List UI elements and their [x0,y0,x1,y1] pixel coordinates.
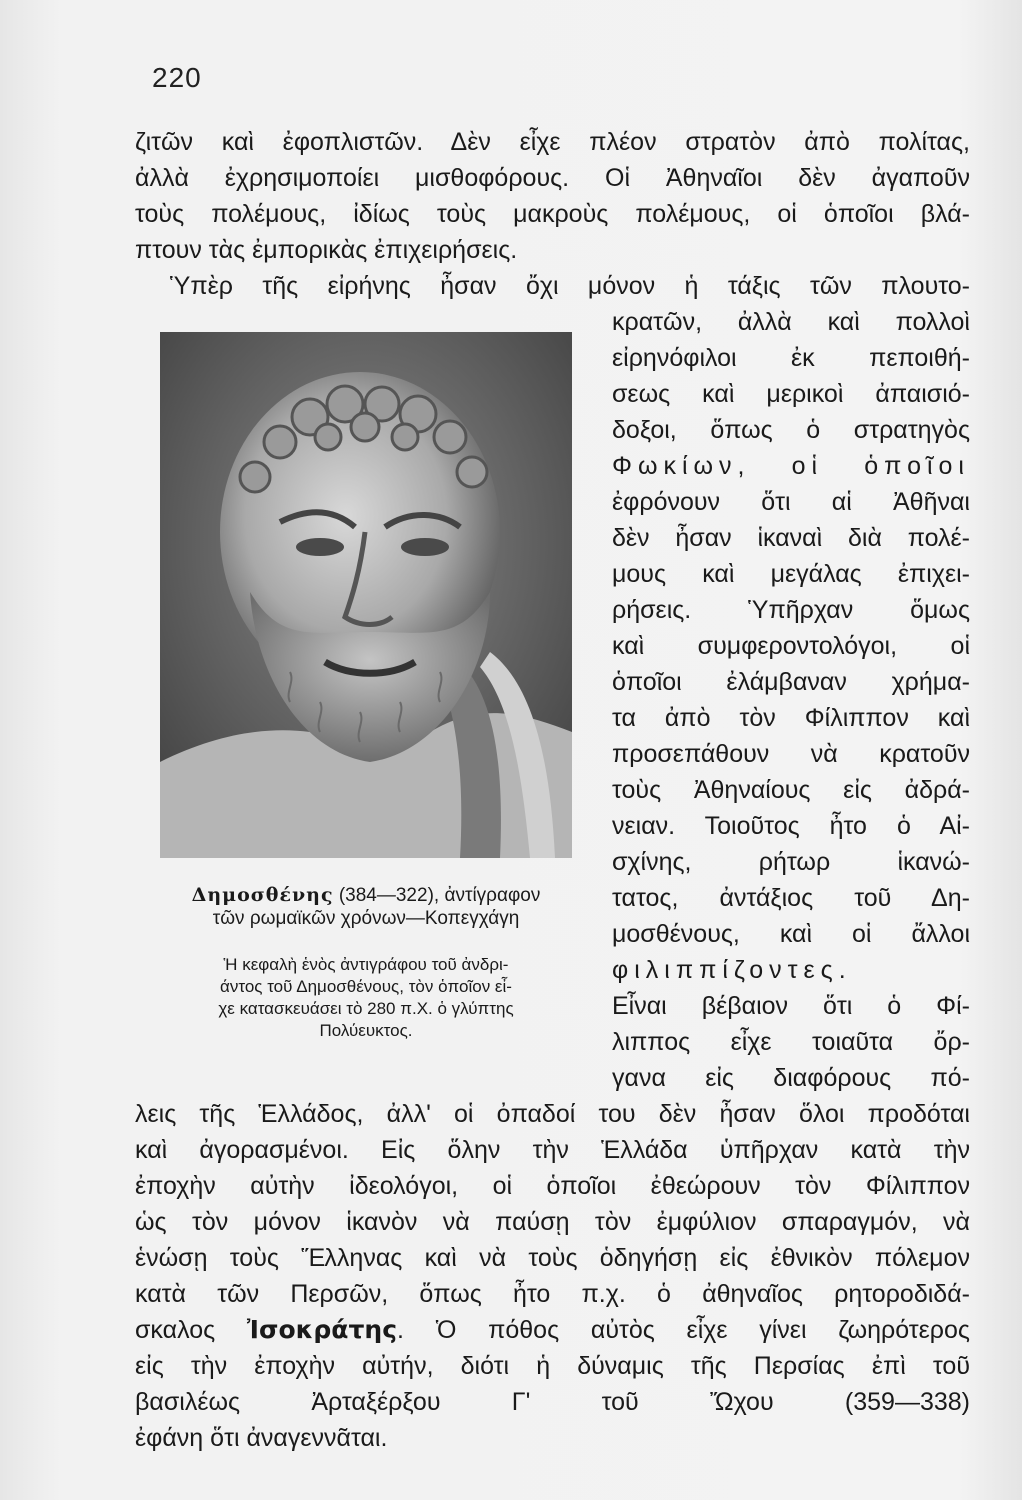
text-line: Ὑπὲρ τῆς εἰρήνης ἦσαν ὄχι μόνον ἡ τάξις τῶν πλουτο- [170,272,970,300]
text-line: Φωκίων, οἱ ὁποῖοι [612,452,970,480]
text-line: λιππος εἶχε τοιαῦτα ὄρ- [612,1028,970,1056]
text-line: δοξοι, ὅπως ὁ στρατηγὸς [612,416,970,444]
text-line: νειαν. Τοιοῦτος ἦτο ὁ Αἰ- [612,812,970,840]
text-line: ἀλλὰ ἐχρησιμοποίει μισθοφόρους. Οἱ Ἀθηναῖοι δὲν ἀγαποῦν [135,164,970,192]
isocrates-name: Ἰσοκράτης [246,1315,398,1344]
text-line: ὡς τὸν μόνον ἱκανὸν νὰ παύσῃ τὸν ἐμφύλιον σπαραγμόν, νὰ [135,1208,970,1236]
text-line: δὲν ἦσαν ἱκαναὶ διὰ πολέ- [612,524,970,552]
text-line: ἐποχὴν αὐτὴν ἰδεολόγοι, οἱ ὁποῖοι ἐθεώρουν τὸν Φίλιππον [135,1172,970,1200]
text-line: τοὺς Ἀθηναίους εἰς ἀδρά- [612,776,970,804]
caption-line: Πολύευκτος. [319,1021,413,1040]
text-line: εἰς τὴν ἐποχὴν αὐτήν, διότι ἡ δύναμις τῆς Περσίας ἐπὶ τοῦ [135,1352,970,1380]
text-line: καὶ συμφεροντολόγοι, οἱ [612,632,970,660]
text-line: Εἶναι βέβαιον ὅτι ὁ Φί- [612,992,970,1020]
text-line: ἐφάνη ὅτι ἀναγεννᾶται. [135,1424,388,1452]
text-line: λεις τῆς Ἑλλάδος, ἀλλ' οἱ ὀπαδοί του δὲν ἦσαν ὅλοι προδόται [135,1100,970,1128]
text-line-isocrates [135,1314,970,1346]
figure-caption-title [150,884,582,930]
caption-name: Δημοσθένης [191,884,334,906]
text-line: φιλιππίζοντες. [612,956,852,984]
text-line: κατὰ τῶν Περσῶν, ὅπως ἦτο π.χ. ὁ ἀθηναῖος ρητοροδιδά- [135,1280,970,1308]
page-number: 220 [152,62,202,93]
text-line: ἐφρόνουν ὅτι αἱ Ἀθῆναι [612,488,970,516]
text-line: μοσθένους, καὶ οἱ ἄλλοι [612,920,970,948]
text-line: σεως καὶ μερικοὶ ἀπαισιό- [612,380,970,408]
text-line: προσεπάθουν νὰ κρατοῦν [612,740,970,768]
text-line: τατος, ἀντάξιος τοῦ Δη- [612,884,970,912]
text-line: καὶ ἀγορασμένοι. Εἰς ὅλην τὴν Ἑλλάδα ὑπῆρχαν κατὰ τὴν [135,1136,970,1164]
text-line: ζιτῶν καὶ ἐφοπλιστῶν. Δὲν εἶχε πλέον στρατὸν ἀπὸ πολίτας, [135,128,970,156]
text-line: σχίνης, ρήτωρ ἱκανώ- [612,848,970,876]
isocrates-before: σκαλος [135,1316,247,1344]
text-line: τοὺς πολέμους, ἰδίως τοὺς μακροὺς πολέμους, οἱ ὁποῖοι βλά- [135,200,970,228]
isocrates-after: . Ὁ πόθος αὐτὸς εἶχε γίνει ζωηρότερος [397,1316,970,1344]
text-line: ἑνώσῃ τοὺς Ἕλληνας καὶ νὰ τοὺς ὁδηγήσῃ εἰς ἐθνικὸν πόλεμον [135,1244,970,1272]
text-line: ρήσεις. Ὑπῆρχαν ὅμως [612,596,970,624]
text-line: εἰρηνόφιλοι ἐκ πεποιθή- [612,344,970,372]
caption-title-line2: τῶν ρωμαϊκῶν χρόνων—Κοπεγχάγη [212,908,520,929]
text-line: γανα εἰς διαφόρους πό- [612,1064,970,1092]
text-line: κρατῶν, ἀλλὰ καὶ πολλοὶ [612,308,970,336]
caption-line: Ἡ κεφαλὴ ἑνὸς ἀντιγράφου τοῦ ἀνδρι- [223,955,509,974]
text-line: μους καὶ μεγάλας ἐπιχει- [612,560,970,588]
figure-caption-body [150,954,582,1042]
text-line: τα ἀπὸ τὸν Φίλιππον καὶ [612,704,970,732]
demosthenes-bust-photo [160,332,572,858]
caption-line: άντος τοῦ Δημοσθένους, τὸν ὁποῖον εἶ- [220,977,512,996]
text-line: βασιλέως Ἀρταξέρξου Γ' τοῦ Ὤχου (359—338) [135,1388,970,1416]
text-line: πτουν τὰς ἐμπορικὰς ἐπιχειρήσεις. [135,236,518,264]
caption-line: χε κατασκευάσει τὸ 280 π.Χ. ὁ γλύπτης [218,999,514,1018]
caption-title-rest: (384—322), ἀντίγραφον [333,885,541,906]
text-line: ὁποῖοι ἐλάμβαναν χρήμα- [612,668,970,696]
